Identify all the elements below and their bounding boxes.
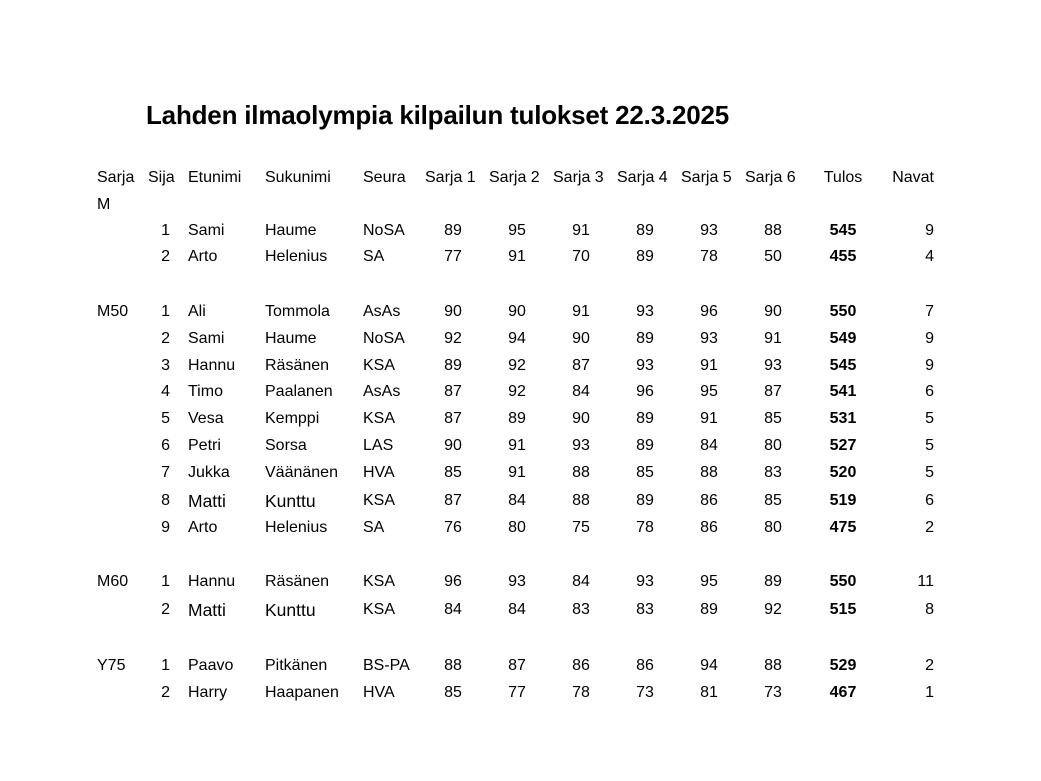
cell-sarja-3: 88 xyxy=(572,464,590,481)
cell-sarja-4: 89 xyxy=(636,330,654,347)
cell-seura: NoSA xyxy=(363,330,405,347)
cell-seura: KSA xyxy=(363,573,396,590)
cell-sarja-4: 96 xyxy=(636,383,654,400)
cell-sija: 8 xyxy=(161,492,170,509)
header-etunimi: Etunimi xyxy=(188,169,242,186)
cell-sarja-2: 92 xyxy=(508,357,526,374)
cell-sarja-4: 73 xyxy=(636,684,654,701)
cell-sarja-6: 93 xyxy=(764,357,782,374)
cell-sarja-2: 77 xyxy=(508,684,526,701)
cell-sarja-6: 85 xyxy=(764,410,782,427)
cell-sarja-4: 78 xyxy=(636,519,654,536)
cell-etunimi: Sami xyxy=(188,330,225,347)
cell-sarja-2: 84 xyxy=(508,601,526,618)
cell-tulos: 475 xyxy=(829,519,857,536)
header-sarja-6: Sarja 6 xyxy=(745,169,796,186)
cell-sukunimi: Haume xyxy=(265,330,317,347)
cell-sarja-3: 87 xyxy=(572,357,590,374)
cell-sarja-4: 93 xyxy=(636,573,654,590)
cell-sarja-2: 94 xyxy=(508,330,526,347)
table-row xyxy=(0,327,1041,351)
header-sarja: Sarja xyxy=(97,169,135,186)
cell-sarja-4: 89 xyxy=(636,437,654,454)
cell-sukunimi: Räsänen xyxy=(265,357,330,374)
cell-sukunimi: Paalanen xyxy=(265,383,333,400)
cell-tulos: 455 xyxy=(829,248,857,265)
cell-sarja-2: 80 xyxy=(508,519,526,536)
cell-tulos: 545 xyxy=(829,357,857,374)
cell-navat: 11 xyxy=(917,573,934,590)
cell-seura: AsAs xyxy=(363,303,401,320)
cell-sukunimi: Haapanen xyxy=(265,684,339,701)
cell-sarja-6: 87 xyxy=(764,383,782,400)
cell-tulos: 527 xyxy=(829,437,857,454)
cell-seura: LAS xyxy=(363,437,394,454)
cell-sarja-1: 96 xyxy=(444,573,462,590)
cell-seura: SA xyxy=(363,248,385,265)
cell-sarja-5: 88 xyxy=(700,464,718,481)
cell-etunimi: Matti xyxy=(188,491,226,511)
cell-seura: HVA xyxy=(363,464,395,481)
cell-tulos: 549 xyxy=(829,330,857,347)
cell-etunimi: Ali xyxy=(188,303,206,320)
cell-sarja-2: 92 xyxy=(508,383,526,400)
cell-sarja-6: 85 xyxy=(764,492,782,509)
table-row xyxy=(0,516,1041,540)
cell-navat: 1 xyxy=(925,684,934,701)
table-row xyxy=(0,380,1041,404)
cell-tulos: 515 xyxy=(829,601,857,618)
cell-navat: 8 xyxy=(925,601,934,618)
cell-sarja-5: 91 xyxy=(700,357,718,374)
cell-navat: 6 xyxy=(925,383,934,400)
table-row xyxy=(0,434,1041,458)
table-row xyxy=(0,654,1041,678)
cell-sarja-2: 84 xyxy=(508,492,526,509)
cell-sarja-5: 78 xyxy=(700,248,718,265)
table-row xyxy=(0,461,1041,485)
cell-tulos: 541 xyxy=(829,383,857,400)
cell-sarja-6: 90 xyxy=(764,303,782,320)
cell-sukunimi: Haume xyxy=(265,222,317,239)
cell-etunimi: Matti xyxy=(188,600,226,620)
header-sarja-2: Sarja 2 xyxy=(489,169,540,186)
cell-sarja-6: 83 xyxy=(764,464,782,481)
cell-etunimi: Hannu xyxy=(188,573,236,590)
cell-etunimi: Timo xyxy=(188,383,223,400)
cell-sarja-1: 88 xyxy=(444,657,462,674)
cell-sarja-4: 93 xyxy=(636,357,654,374)
table-row xyxy=(0,245,1041,269)
cell-sarja-2: 91 xyxy=(508,248,526,265)
cell-seura: BS-PA xyxy=(363,657,410,674)
cell-sukunimi: Sorsa xyxy=(265,437,307,454)
cell-sarja-5: 93 xyxy=(700,222,718,239)
cell-sarja-6: 80 xyxy=(764,519,782,536)
cell-sarja-3: 88 xyxy=(572,492,590,509)
cell-sija: 2 xyxy=(161,684,170,701)
cell-sarja-3: 84 xyxy=(572,573,590,590)
cell-sija: 1 xyxy=(161,303,170,320)
header-sarja-1: Sarja 1 xyxy=(425,169,476,186)
cell-navat: 2 xyxy=(925,519,934,536)
cell-sija: 2 xyxy=(161,330,170,347)
table-row xyxy=(0,354,1041,378)
header-sarja-4: Sarja 4 xyxy=(617,169,668,186)
cell-navat: 5 xyxy=(925,464,934,481)
cell-sarja-3: 70 xyxy=(572,248,590,265)
cell-seura: KSA xyxy=(363,357,396,374)
cell-tulos: 550 xyxy=(829,303,857,320)
cell-navat: 7 xyxy=(925,303,934,320)
cell-sarja-3: 90 xyxy=(572,410,590,427)
cell-sija: 1 xyxy=(161,222,170,239)
cell-sarja-6: 89 xyxy=(764,573,782,590)
cell-seura: KSA xyxy=(363,410,396,427)
header-tulos: Tulos xyxy=(823,169,863,186)
cell-sarja-1: 85 xyxy=(444,684,462,701)
cell-sarja-5: 91 xyxy=(700,410,718,427)
cell-sukunimi: Pitkänen xyxy=(265,657,328,674)
cell-sarja-2: 87 xyxy=(508,657,526,674)
header-sarja-3: Sarja 3 xyxy=(553,169,604,186)
header-sija: Sija xyxy=(148,169,175,186)
cell-sukunimi: Helenius xyxy=(265,248,328,265)
group-label-row xyxy=(0,193,1041,217)
cell-etunimi: Harry xyxy=(188,684,228,701)
cell-tulos: 550 xyxy=(829,573,857,590)
cell-etunimi: Arto xyxy=(188,248,218,265)
cell-navat: 9 xyxy=(925,222,934,239)
cell-sija: 6 xyxy=(161,437,170,454)
cell-sukunimi: Kunttu xyxy=(265,600,316,620)
cell-sarja-1: 84 xyxy=(444,601,462,618)
cell-sija: 2 xyxy=(161,601,170,618)
cell-navat: 9 xyxy=(925,357,934,374)
cell-navat: 9 xyxy=(925,330,934,347)
cell-navat: 6 xyxy=(925,492,934,509)
cell-sarja-1: 90 xyxy=(444,303,462,320)
group-label: M50 xyxy=(97,303,129,320)
cell-sarja-3: 78 xyxy=(572,684,590,701)
cell-sarja-1: 92 xyxy=(444,330,462,347)
cell-sarja-3: 86 xyxy=(572,657,590,674)
cell-sija: 3 xyxy=(161,357,170,374)
cell-sarja-4: 83 xyxy=(636,601,654,618)
cell-sarja-3: 84 xyxy=(572,383,590,400)
cell-sarja-2: 89 xyxy=(508,410,526,427)
cell-navat: 5 xyxy=(925,437,934,454)
cell-etunimi: Paavo xyxy=(188,657,234,674)
cell-seura: AsAs xyxy=(363,383,401,400)
table-row xyxy=(0,219,1041,243)
cell-sarja-4: 89 xyxy=(636,222,654,239)
table-row xyxy=(0,300,1041,324)
cell-seura: NoSA xyxy=(363,222,405,239)
cell-sarja-1: 89 xyxy=(444,357,462,374)
cell-sarja-4: 89 xyxy=(636,492,654,509)
cell-sarja-1: 85 xyxy=(444,464,462,481)
cell-sarja-2: 91 xyxy=(508,464,526,481)
cell-sarja-4: 93 xyxy=(636,303,654,320)
cell-sija: 4 xyxy=(161,383,170,400)
cell-sija: 2 xyxy=(161,248,170,265)
cell-sukunimi: Kunttu xyxy=(265,491,316,511)
cell-sarja-4: 85 xyxy=(636,464,654,481)
cell-sarja-5: 86 xyxy=(700,519,718,536)
cell-sija: 1 xyxy=(161,657,170,674)
header-navat: Navat xyxy=(892,169,934,186)
cell-sarja-5: 89 xyxy=(700,601,718,618)
header-sukunimi: Sukunimi xyxy=(265,169,331,186)
cell-etunimi: Arto xyxy=(188,519,218,536)
cell-sarja-3: 90 xyxy=(572,330,590,347)
cell-sarja-6: 91 xyxy=(764,330,782,347)
cell-seura: KSA xyxy=(363,601,396,618)
group-label: Y75 xyxy=(97,657,126,674)
cell-sarja-4: 89 xyxy=(636,248,654,265)
cell-sarja-2: 91 xyxy=(508,437,526,454)
cell-sarja-5: 95 xyxy=(700,383,718,400)
cell-tulos: 520 xyxy=(829,464,857,481)
group-label: M xyxy=(97,196,111,213)
cell-sukunimi: Kemppi xyxy=(265,410,320,427)
cell-seura: KSA xyxy=(363,492,396,509)
cell-navat: 2 xyxy=(925,657,934,674)
cell-navat: 4 xyxy=(925,248,934,265)
cell-etunimi: Sami xyxy=(188,222,225,239)
cell-sukunimi: Tommola xyxy=(265,303,330,320)
cell-sarja-3: 93 xyxy=(572,437,590,454)
cell-sarja-5: 81 xyxy=(700,684,718,701)
cell-sarja-1: 76 xyxy=(444,519,462,536)
cell-sukunimi: Räsänen xyxy=(265,573,330,590)
cell-etunimi: Vesa xyxy=(188,410,224,427)
cell-etunimi: Jukka xyxy=(188,464,230,481)
cell-tulos: 467 xyxy=(829,684,857,701)
cell-sarja-4: 86 xyxy=(636,657,654,674)
cell-sarja-3: 83 xyxy=(572,601,590,618)
header-sarja-5: Sarja 5 xyxy=(681,169,732,186)
cell-sarja-1: 87 xyxy=(444,492,462,509)
cell-sarja-1: 89 xyxy=(444,222,462,239)
cell-etunimi: Petri xyxy=(188,437,221,454)
cell-sarja-6: 88 xyxy=(764,222,782,239)
table-row xyxy=(0,407,1041,431)
cell-seura: HVA xyxy=(363,684,395,701)
cell-sarja-3: 91 xyxy=(572,303,590,320)
table-row xyxy=(0,570,1041,594)
table-row xyxy=(0,598,1041,622)
cell-sarja-1: 90 xyxy=(444,437,462,454)
cell-sarja-6: 80 xyxy=(764,437,782,454)
cell-sarja-5: 86 xyxy=(700,492,718,509)
group-label: M60 xyxy=(97,573,129,590)
cell-sarja-3: 91 xyxy=(572,222,590,239)
cell-navat: 5 xyxy=(925,410,934,427)
cell-seura: SA xyxy=(363,519,385,536)
cell-sarja-4: 89 xyxy=(636,410,654,427)
cell-sarja-5: 94 xyxy=(700,657,718,674)
cell-sarja-6: 73 xyxy=(764,684,782,701)
cell-sija: 5 xyxy=(161,410,170,427)
cell-sarja-1: 87 xyxy=(444,383,462,400)
page-title: Lahden ilmaolympia kilpailun tulokset 22.3.2025 xyxy=(146,100,730,130)
cell-sarja-3: 75 xyxy=(572,519,590,536)
cell-sarja-5: 84 xyxy=(700,437,718,454)
cell-sarja-6: 50 xyxy=(764,248,782,265)
table-header xyxy=(0,166,1041,190)
table-row xyxy=(0,681,1041,705)
cell-sarja-1: 87 xyxy=(444,410,462,427)
cell-sukunimi: Helenius xyxy=(265,519,328,536)
cell-tulos: 545 xyxy=(829,222,857,239)
header-seura: Seura xyxy=(363,169,406,186)
table-row xyxy=(0,489,1041,513)
cell-tulos: 529 xyxy=(829,657,857,674)
cell-sarja-5: 93 xyxy=(700,330,718,347)
cell-sija: 7 xyxy=(161,464,170,481)
cell-sija: 9 xyxy=(161,519,170,536)
cell-sarja-6: 88 xyxy=(764,657,782,674)
cell-sarja-1: 77 xyxy=(444,248,462,265)
cell-sarja-2: 90 xyxy=(508,303,526,320)
cell-sarja-6: 92 xyxy=(764,601,782,618)
cell-sarja-5: 95 xyxy=(700,573,718,590)
cell-sukunimi: Väänänen xyxy=(265,464,338,481)
cell-tulos: 531 xyxy=(829,410,857,427)
cell-tulos: 519 xyxy=(829,492,857,509)
cell-etunimi: Hannu xyxy=(188,357,236,374)
cell-sarja-2: 93 xyxy=(508,573,526,590)
cell-sarja-2: 95 xyxy=(508,222,526,239)
cell-sarja-5: 96 xyxy=(700,303,718,320)
cell-sija: 1 xyxy=(161,573,170,590)
